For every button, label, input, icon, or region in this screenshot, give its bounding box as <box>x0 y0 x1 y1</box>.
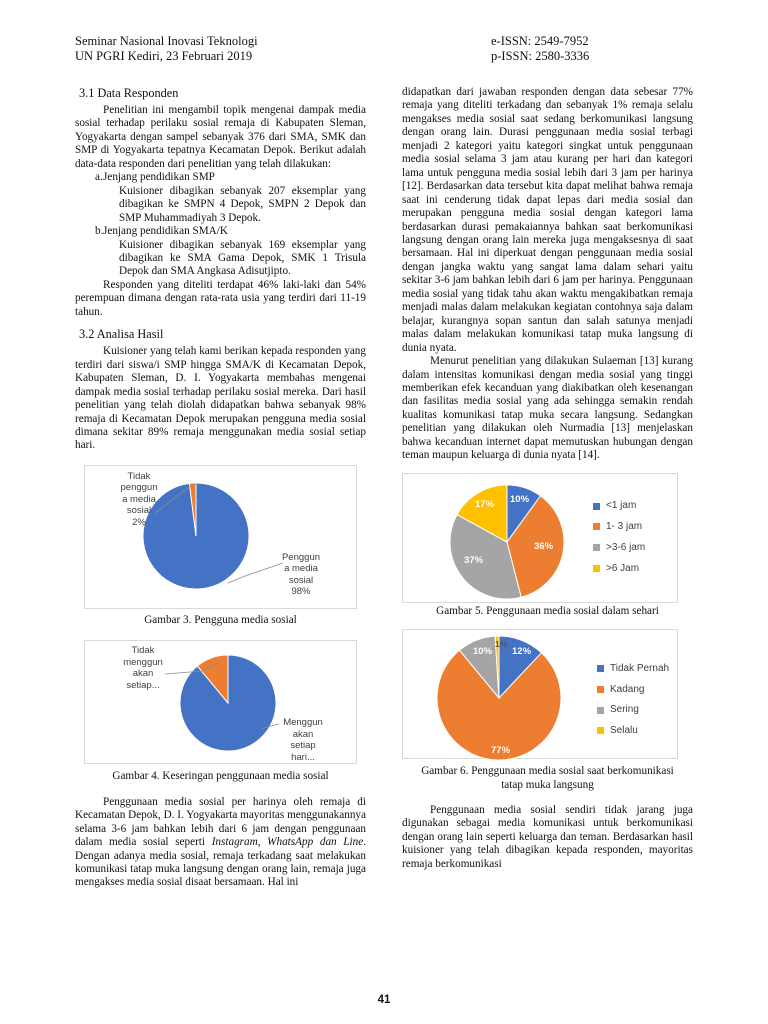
chart-legend <box>593 496 645 579</box>
section-heading-3-1: 3.1 Data Responden <box>79 86 179 100</box>
e-issn: e-ISSN: 2549-7952 <box>491 34 589 48</box>
figure-4-caption: Gambar 4. Keseringan penggunaan media sosial <box>112 770 329 783</box>
data-label: 77% <box>491 745 511 757</box>
list-item-description: Kuisioner dibagikan sebanyak 169 eksemplar yang dibagikan ke SMA Gama Depok, SMK 1 Trisula Depok dan SMA Angkasa Adisutjipto. <box>119 238 366 278</box>
left-column <box>75 86 366 890</box>
conference-name: Seminar Nasional Inovasi Teknologi <box>75 34 258 48</box>
figure-5-caption: Gambar 5. Penggunaan media sosial dalam sehari <box>436 604 659 617</box>
paragraph: Responden yang diteliti terdapat 46% laki-laki dan 54% perempuan dimana dengan rata-rata usia yang terdiri dari 11-19 tahun. <box>75 278 366 318</box>
data-label: 12% <box>512 646 532 658</box>
pie-label-user: Penggun a media sosial 98% <box>281 551 321 598</box>
paragraph: didapatkan dari jawaban responden dengan data sebesar 77% remaja yang diteliti terkadang dan sebanyak 1% remaja selalu mengakses media sosial saat sedang berkomunikasi langsung dengan orang lain. Durasi penggunaan media sosial terbagi menjadi 2 kategori yaitu kategori singkat untuk penggunaan media sosial selama 3 jam atau kurang per hari dan kategori lama untuk pengguna media sosial lebih dari 3 jam per harinya [12]. Berdasarkan data tersebut kita dapat melihat bahwa remaja saat ini cenderung tidak dapat lepas dari media sosial dan merupakan pengguna media sosial dengan kategori lama berdasarkan durasi pemakaiannya bahkan saat berkomunikasi langsung dengan orang lain mereka juga mengaksesnya di saat bersamaan. Hal ini diperkuat dengan penggunaan media sosial dengan jangka waktu yang sangat lama dalam sehari yaitu sekitar 3-6 jam bahkan lebih dari 6 jam per harinya. Penggunaan media sosial yang tidak tahu akan waktu mengakibatkan remaja menjadi malas dalam melakukan kegiatan contohnya saja dalam belajar, kurangnya sopan santun dan salah satunya menjadi malas dalam melakukan komunikasi tatap muka langsung di dunia nyata. <box>402 86 693 354</box>
conference-venue-date: UN PGRI Kediri, 23 Februari 2019 <box>75 49 253 63</box>
legend-item: 1- 3 jam <box>593 516 645 537</box>
paragraph: Penggunaan media sosial per harinya oleh remaja di Kecamatan Depok, D. I. Yogyakarta mayoritas menggunakannya selama 3-6 jam bahkan lebih dari 6 jam dengan penggunaan dalam media sosial seperti Instagram, WhatsApp dan Line. Dengan adanya media sosial, remaja terkadang saat melakukan komunikasi tatap muka langsung dengan orang lain, remaja juga mengakses media sosial disaat bersamaan. Hal ini <box>75 795 366 889</box>
legend-item: >3-6 jam <box>593 537 645 558</box>
chart-legend <box>597 658 669 741</box>
paragraph: Menurut penelitian yang dilakukan Sulaeman [13] kurang dalam intensitas komunikasi dengan media sosial yang tinggi memberikan efek kecanduan yang diakibatkan oleh kesenangan dan fasilitas media sosial yang ada sehingga semakin rendah kualitas komunikasi tatap muka secara langsung. Sedangkan penelitian yang dilakukan oleh Nurmadia [13] menjelaskan bahwa kecanduan internet dapat memutuskan hubungan dengan teman maupun keluarga di dunia nyata [14]. <box>402 355 693 462</box>
figure-3-pie-chart <box>84 465 357 609</box>
list-marker: a. <box>95 171 103 184</box>
legend-item: Tidak Pernah <box>597 658 669 679</box>
legend-item: Selalu <box>597 720 669 741</box>
figure-5-pie-chart <box>402 473 678 603</box>
paragraph: Penggunaan media sosial sendiri tidak jarang juga digunakan sebagai media komunikasi untuk berkomunikasi dengan orang lain seperti keluarga dan teman. Berdasarkan hasil kuisioner yang telah dibagikan kepada responden, mayoritas remaja berkomunikasi <box>402 803 693 870</box>
data-label: 17% <box>475 498 495 510</box>
legend-item: Kadang <box>597 679 669 700</box>
data-label: 1% <box>495 639 508 650</box>
running-header-left <box>75 34 258 64</box>
figure-4-pie-chart <box>84 640 357 764</box>
list-item-description: Kuisioner dibagikan sebanyak 207 eksemplar yang dibagikan ke SMPN 4 Depok, SMPN 2 Depok dan SMP Muhammadiyah 3 Depok. <box>119 184 366 224</box>
list-item-title: Jenjang pendidikan SMA/K <box>103 225 228 238</box>
legend-item: Sering <box>597 700 669 721</box>
figure-6-caption: Gambar 6. Penggunaan media sosial saat berkomunikasi tatap muka langsung <box>421 765 674 791</box>
section-heading-3-2: 3.2 Analisa Hasil <box>79 327 164 342</box>
list-item <box>75 225 366 238</box>
list-marker: b. <box>95 225 104 238</box>
paragraph: Penelitian ini mengambil topik mengenai dampak media sosial terhadap perilaku sosial remaja di Kabupaten Sleman, Yogyakarta dengan sampel sebanyak 376 dari SMA, SMK dan SMP di Yogyakarta tepatnya Kecamatan Depok. Berikut adalah data-data responden dari penelitian yang telah dilakukan: <box>75 104 366 170</box>
legend-item: <1 jam <box>593 496 645 517</box>
data-label: 10% <box>473 646 493 658</box>
pie-label-non-user: Tidak penggun a media sosial 2% <box>120 470 158 528</box>
right-column <box>402 86 693 871</box>
list-item-title: Jenjang pendidikan SMP <box>103 171 215 184</box>
running-header-right <box>491 34 589 64</box>
figure-6-pie-chart <box>402 629 678 759</box>
data-label: 10% <box>510 493 530 505</box>
pie-label-daily: Menggun akan setiap hari... <box>283 717 323 763</box>
p-issn: p-ISSN: 2580-3336 <box>491 49 590 63</box>
pie-label-not-daily: Tidak menggun akan setiap... <box>123 645 163 691</box>
legend-item: >6 Jam <box>593 558 645 579</box>
figure-3-caption: Gambar 3. Pengguna media sosial <box>144 613 297 626</box>
paragraph: Kuisioner yang telah kami berikan kepada responden yang terdiri dari siswa/i SMP hingga SMA/K di Kecamatan Depok, Kabupaten Sleman, D. I. Yogyakarta membahas mengenai dampak media sosial terhadap perilaku sosial mereka. Dari hasil penelitian yang telah diolah didapatkan bahwa sebanyak 98% remaja di Kecamatan Depok merupakan pengguna media sosial dimana sekitar 89% remaja menggunakan media sosial setiap hari. <box>75 345 366 452</box>
data-label: 36% <box>534 540 554 552</box>
data-label: 37% <box>464 554 484 566</box>
list-item <box>75 171 366 184</box>
page-number: 41 <box>377 994 391 1006</box>
